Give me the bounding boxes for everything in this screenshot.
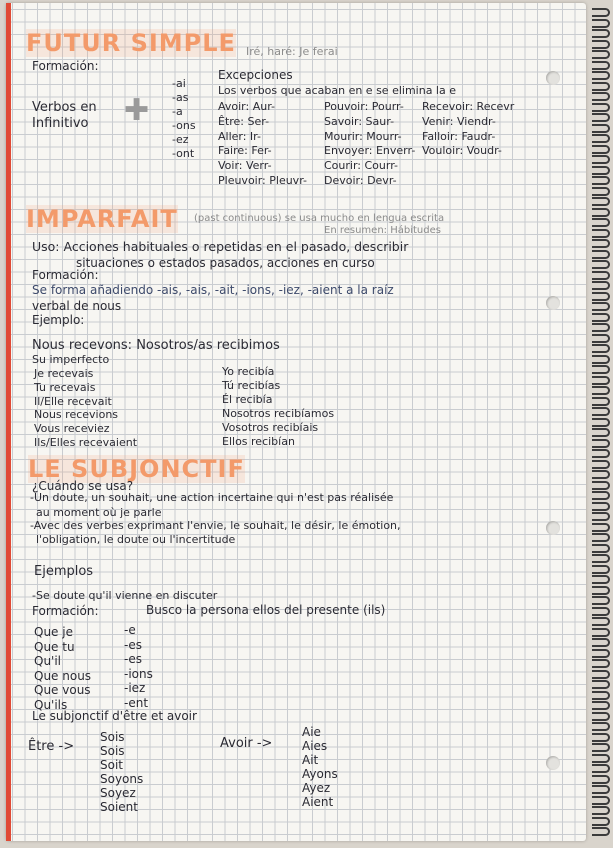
subjonctif-ending: -iez [124, 681, 146, 695]
subjonctif-line-4: l'obligation, le doute ou l'incertitude [36, 533, 236, 546]
subjonctif-formacion: Formación: [32, 604, 99, 618]
imparfait-su-imperfecto: Su imperfecto [32, 353, 110, 366]
notebook-page [6, 3, 586, 841]
subjonctif-pronoun: Que vous [34, 683, 91, 697]
spiral-ring [592, 397, 610, 406]
imparfait-french-form: Ils/Elles recevaient [34, 436, 138, 449]
imparfait-spanish-form: Nosotros recibíamos [222, 407, 335, 420]
spiral-ring [592, 176, 610, 185]
spiral-ring [592, 302, 610, 311]
spiral-ring [592, 155, 610, 164]
spiral-ring [592, 124, 610, 133]
spiral-ring [592, 554, 610, 563]
futur-ending: -ai [172, 77, 186, 90]
spiral-ring [592, 71, 610, 80]
spiral-ring [592, 8, 610, 17]
spiral-ring [592, 817, 610, 826]
imparfait-french-form: Tu recevais [34, 380, 96, 394]
futur-title: FUTUR SIMPLE [26, 29, 236, 57]
binder-hole [546, 71, 560, 85]
spiral-ring [592, 775, 610, 784]
spiral-ring [592, 313, 610, 322]
binder-hole [546, 296, 560, 310]
avoir-form: Ayons [302, 767, 338, 781]
imparfait-example-head: Nous recevons: Nosotros/as recibimos [32, 338, 280, 353]
spiral-ring [592, 103, 610, 112]
subjonctif-pronoun: Que je [34, 625, 73, 639]
subjonctif-line-2: au moment où je parle [36, 506, 162, 519]
spiral-ring [592, 218, 610, 227]
subjonctif-ending: -es [124, 637, 142, 652]
spiral-ring [592, 586, 610, 595]
subjonctif-ejemplos: Ejemplos [34, 564, 94, 579]
imparfait-french-form: Je recevais [34, 367, 94, 380]
spiral-ring [592, 617, 610, 626]
plus-sign-icon: ✚ [124, 93, 150, 128]
spiral-ring [592, 502, 610, 511]
futur-exception-item: Pleuvoir: Pleuvr- [218, 174, 307, 187]
spiral-ring [592, 50, 610, 59]
subjonctif-ending: -ent [124, 695, 149, 710]
futur-ending: -ont [172, 147, 195, 160]
imparfait-title: IMPARFAIT [26, 205, 178, 233]
subjonctif-busco: Busco la persona ellos del presente (ils) [146, 603, 386, 617]
spiral-ring [592, 638, 610, 647]
futur-exception-item: Aller: Ir- [218, 129, 261, 143]
spiral-ring [592, 743, 610, 752]
futur-ending: -ez [172, 133, 189, 146]
etre-form: Sois [100, 744, 125, 758]
imparfait-french-form: Nous recevions [34, 408, 119, 422]
spiral-ring [592, 271, 610, 280]
futur-exceptions-title: Excepciones [218, 68, 293, 82]
spiral-ring [592, 145, 610, 154]
spiral-ring [592, 113, 610, 122]
imparfait-uso-2: situaciones o estados pasados, acciones en curso [76, 256, 375, 270]
imparfait-uso-1: Uso: Acciones habituales o repetidas en el pasado, describir [32, 239, 409, 254]
imparfait-spanish-form: Vosotros recibíais [222, 421, 319, 434]
spiral-ring [592, 680, 610, 689]
spiral-ring [592, 82, 610, 91]
futur-ending: -ons [172, 119, 196, 132]
spiral-ring [592, 323, 610, 332]
imparfait-form-1: Se forma añadiendo -ais, -ais, -ait, -ions, -iez, -aient a la raíz [32, 283, 394, 297]
subjonctif-line-3: -Avec des verbes exprimant l'envie, le souhait, le désir, le émotion, [30, 519, 401, 532]
page-margin-edge [6, 3, 11, 841]
spiral-ring [592, 355, 610, 364]
spiral-ring [592, 187, 610, 196]
subjonctif-pronoun: Que tu [34, 639, 75, 654]
imparfait-spanish-form: Él recibía [222, 393, 273, 406]
spiral-ring [592, 407, 610, 416]
spiral-ring [592, 449, 610, 458]
etre-label: Être -> [28, 739, 75, 754]
spiral-ring [592, 386, 610, 395]
spiral-ring [592, 827, 610, 836]
futur-exception-item: Voir: Verr- [218, 159, 272, 173]
futur-exception-item: Venir: Viendr- [422, 114, 496, 128]
avoir-form: Aie [302, 725, 321, 739]
spiral-ring [592, 712, 610, 721]
spiral-ring [592, 628, 610, 637]
spiral-ring [592, 344, 610, 353]
spiral-ring [592, 659, 610, 668]
imparfait-spanish-form: Tú recibías [222, 379, 281, 392]
futur-exception-item: Être: Ser- [218, 114, 270, 128]
etre-form: Soient [100, 800, 138, 814]
spiral-ring [592, 806, 610, 815]
spiral-ring [592, 418, 610, 427]
futur-exception-item: Envoyer: Enverr- [324, 144, 416, 158]
spiral-binding [592, 8, 612, 844]
imparfait-french-form: Il/Elle recevait [34, 394, 112, 408]
futur-exception-item: Mourir: Mourr- [324, 129, 402, 143]
avoir-form: Ait [302, 753, 319, 767]
spiral-ring [592, 470, 610, 479]
futur-exception-item: Courir: Courr- [324, 159, 398, 173]
etre-form: Soit [100, 758, 123, 772]
spiral-ring [592, 239, 610, 248]
spiral-ring [592, 61, 610, 70]
spiral-ring [592, 523, 610, 532]
futur-verbos-2: Infinitivo [32, 116, 89, 131]
futur-formacion: Formación: [32, 59, 99, 73]
spiral-ring [592, 376, 610, 385]
futur-exception-item: Pouvoir: Pourr- [324, 100, 404, 113]
spiral-ring [592, 785, 610, 794]
spiral-ring [592, 439, 610, 448]
binder-hole [546, 756, 560, 770]
avoir-form: Aient [302, 795, 334, 809]
subjonctif-line-1: -Un doute, un souhait, une action incertaine qui n'est pas réalisée [30, 491, 394, 504]
spiral-ring [592, 40, 610, 49]
avoir-label: Avoir -> [220, 736, 273, 751]
etre-form: Soyez [100, 786, 136, 800]
spiral-ring [592, 670, 610, 679]
spiral-ring [592, 281, 610, 290]
spiral-ring [592, 596, 610, 605]
spiral-ring [592, 208, 610, 217]
spiral-ring [592, 512, 610, 521]
spiral-ring [592, 733, 610, 742]
spiral-ring [592, 764, 610, 773]
futur-subtitle: Iré, haré: Je ferai [246, 45, 338, 58]
avoir-form: Aies [302, 739, 328, 753]
spiral-ring [592, 607, 610, 616]
futur-verbos-1: Verbos en [32, 100, 97, 115]
futur-exceptions-note: Los verbos que acaban en e se elimina la e [218, 84, 456, 97]
futur-ending: -as [172, 91, 189, 104]
subjonctif-pronoun: Qu'il [34, 654, 62, 668]
spiral-ring [592, 796, 610, 805]
subjonctif-etre-avoir-heading: Le subjonctif d'être et avoir [32, 709, 197, 723]
spiral-ring [592, 134, 610, 143]
spiral-ring [592, 481, 610, 490]
futur-exception-item: Faire: Fer- [218, 144, 272, 158]
spiral-ring [592, 29, 610, 38]
binder-hole [546, 521, 560, 535]
spiral-ring [592, 722, 610, 731]
imparfait-note-2: En resumen: Hábitudes [324, 225, 441, 236]
spiral-ring [592, 754, 610, 763]
imparfait-french-form: Vous receviez [34, 422, 110, 436]
spiral-ring [592, 19, 610, 28]
subjonctif-pronoun: Que nous [34, 668, 92, 683]
spiral-ring [592, 92, 610, 101]
subjonctif-ending: -es [124, 652, 142, 666]
spiral-ring [592, 166, 610, 175]
spiral-ring [592, 565, 610, 574]
spiral-ring [592, 250, 610, 259]
imparfait-note-1: (past continuous) se usa mucho en lengua escrita [194, 213, 445, 224]
spiral-ring [592, 691, 610, 700]
subjonctif-ending: -ions [124, 666, 153, 681]
subjonctif-title: LE SUBJONCTIF [28, 455, 245, 483]
spiral-ring [592, 533, 610, 542]
subjonctif-example-1: -Se doute qu'il vienne en discuter [32, 589, 218, 602]
futur-exception-item: Devoir: Devr- [324, 174, 397, 187]
imparfait-form-2: verbal de nous [32, 299, 122, 313]
spiral-ring [592, 491, 610, 500]
spiral-ring [592, 334, 610, 343]
spiral-ring [592, 197, 610, 206]
spiral-ring [592, 365, 610, 374]
spiral-ring [592, 544, 610, 553]
spiral-ring [592, 260, 610, 269]
imparfait-ejemplo: Ejemplo: [32, 313, 85, 327]
imparfait-spanish-form: Yo recibía [222, 365, 275, 378]
avoir-form: Ayez [302, 781, 331, 795]
futur-ending: -a [172, 105, 183, 118]
spiral-ring [592, 428, 610, 437]
futur-exception-item: Recevoir: Recevr [422, 100, 515, 113]
imparfait-formacion: Formación: [32, 268, 99, 282]
spiral-ring [592, 292, 610, 301]
spiral-ring [592, 701, 610, 710]
spiral-ring [592, 460, 610, 469]
futur-exception-item: Savoir: Saur- [324, 114, 395, 128]
spiral-ring [592, 229, 610, 238]
spiral-ring [592, 649, 610, 658]
spiral-ring [592, 575, 610, 584]
imparfait-spanish-form: Ellos recibían [222, 435, 295, 448]
futur-exception-item: Falloir: Faudr- [422, 129, 496, 143]
etre-form: Soyons [100, 772, 144, 786]
futur-exception-item: Vouloir: Voudr- [422, 144, 502, 158]
subjonctif-ending: -e [124, 623, 136, 637]
subjonctif-pronoun: Qu'ils [34, 697, 68, 712]
futur-exception-item: Avoir: Aur- [218, 100, 275, 113]
subjonctif-question: ¿Cuándo se usa? [32, 479, 134, 493]
etre-form: Sois [100, 730, 125, 744]
